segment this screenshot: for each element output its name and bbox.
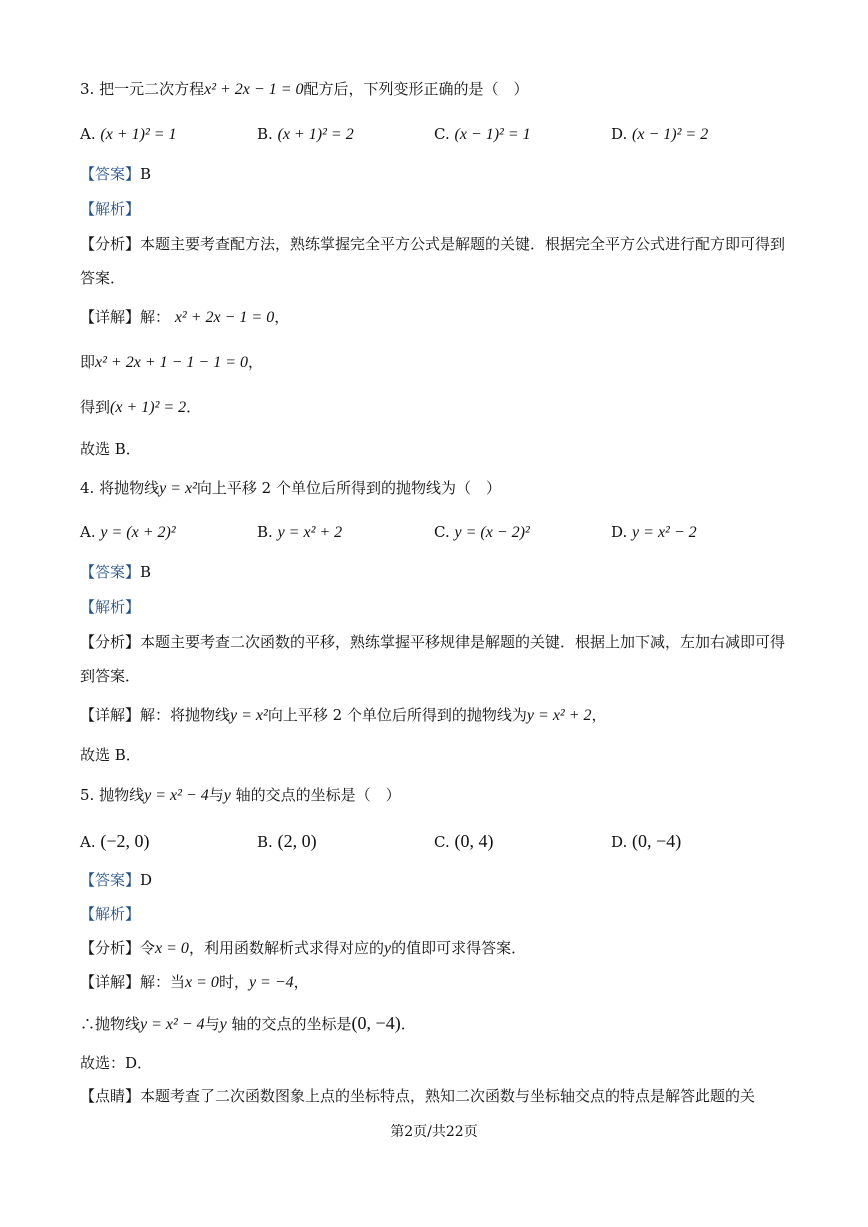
q5-dianjing: 【点睛】本题考查了二次函数图象上点的坐标特点，熟知二次函数与坐标轴交点的特点是解答此题的关 — [80, 1087, 756, 1105]
q5-option-d: D. (0, −4) — [611, 831, 682, 851]
page-footer: 第2页/共22页 — [390, 1124, 478, 1140]
q3-option-b: B. (x + 1)² = 2 — [257, 125, 354, 143]
q5-option-c: C. (0, 4) — [434, 831, 494, 851]
q4-stem: 4. 将抛物线y = x²向上平移 2 个单位后所得到的抛物线为（ ） — [80, 479, 501, 497]
q3-stem: 3. 把一元二次方程x² + 2x − 1 = 0配方后，下列变形正确的是（ ） — [80, 80, 529, 98]
q5-analysis-heading: 【解析】 — [80, 905, 141, 923]
q3-choose: 故选 B． — [80, 440, 141, 458]
q3-option-a: A. (x + 1)² = 1 — [80, 125, 177, 143]
q4-detail: 【详解】解：将抛物线y = x²向上平移 2 个单位后所得到的抛物线为y = x² + 2， — [80, 706, 607, 724]
q3-analysis-heading: 【解析】 — [80, 200, 141, 218]
q4-options — [0, 523, 868, 547]
q5-options — [0, 830, 868, 856]
q4-option-b: B. y = x² + 2 — [257, 523, 343, 541]
q5-answer: 【答案】D — [80, 871, 153, 889]
q3-options — [0, 125, 868, 149]
q3-step2: 得到(x + 1)² = 2． — [80, 398, 202, 416]
q5-stem: 5. 抛物线y = x² − 4与y 轴的交点的坐标是（ ） — [80, 786, 401, 804]
q4-option-a: A. y = (x + 2)² — [80, 523, 176, 541]
q3-option-d: D. (x − 1)² = 2 — [611, 125, 709, 143]
q4-analysis-heading: 【解析】 — [80, 598, 141, 616]
q3-option-c: C. (x − 1)² = 1 — [434, 125, 531, 143]
q3-step1: 即x² + 2x + 1 − 1 − 1 = 0， — [80, 353, 264, 371]
q3-fenxi: 【分析】本题主要考查配方法，熟练掌握完全平方公式是解题的关键．根据完全平方公式进行配方即可得到答案． — [80, 235, 786, 287]
q3-answer: 【答案】B — [80, 165, 152, 183]
q4-option-c: C. y = (x − 2)² — [434, 523, 530, 541]
q5-option-b: B. (2, 0) — [257, 831, 317, 851]
q4-answer: 【答案】B — [80, 563, 152, 581]
q4-choose: 故选 B． — [80, 746, 141, 764]
q5-choose: 故选：D． — [80, 1054, 153, 1072]
q5-fenxi: 【分析】令x = 0，利用函数解析式求得对应的y的值即可求得答案． — [80, 939, 527, 957]
q5-option-a: A. (−2, 0) — [80, 831, 150, 851]
q3-detail: 【详解】解： x² + 2x − 1 = 0， — [80, 308, 290, 326]
q4-fenxi: 【分析】本题主要考查二次函数的平移，熟练掌握平移规律是解题的关键．根据上加下减，左加右减即可得到答案． — [80, 633, 786, 685]
q5-detail: 【详解】解：当x = 0时，y = −4， — [80, 973, 309, 991]
q4-option-d: D. y = x² − 2 — [611, 523, 697, 541]
q5-conclusion: ∴抛物线y = x² − 4与y 轴的交点的坐标是(0, −4)． — [80, 1013, 416, 1033]
